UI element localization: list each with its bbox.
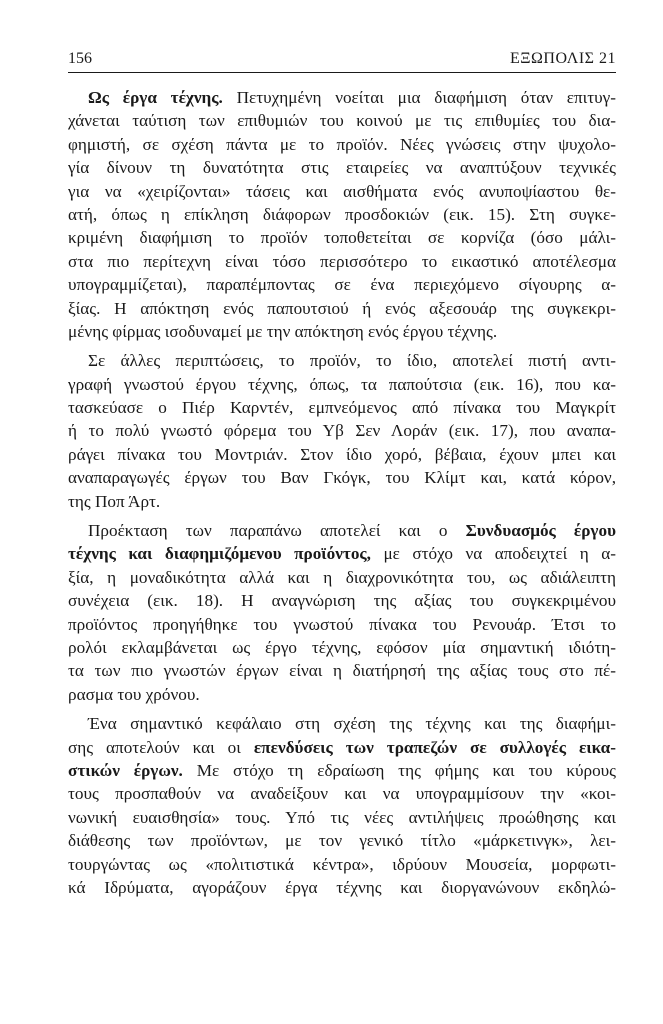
paragraph xyxy=(68,519,616,706)
body-text xyxy=(68,86,616,899)
text-line: διάθεσης των προϊόντων, με τον γενικό τίτλο «μάρκετινγκ», λει- xyxy=(68,831,616,851)
text-line: ξίας. Η απόκτηση ενός παπουτσιού ή ενός αξεσουάρ της συγκεκρι- xyxy=(68,298,616,318)
text-line xyxy=(68,86,616,109)
bold-phrase: Συνδυασμός έργου xyxy=(465,521,616,541)
text-line: γία δίνουν τη δυνατότητα στις εταιρείες να αναπτύξουν τεχνικές xyxy=(68,158,616,178)
text-line: τασκεύασε ο Πιέρ Καρντέν, εμπνεόμενος από πίνακα του Μαγκρίτ xyxy=(68,398,616,418)
line-text: Με στόχο τη εδραίωση της φήμης και του κύρους xyxy=(182,760,616,780)
text-line: για να «χειρίζονται» τάσεις και αισθήματα ενός ανυποψίαστου θε- xyxy=(68,181,616,201)
text-line xyxy=(68,519,616,542)
bold-phrase: επενδύσεις των τραπεζών σε συλλογές εικα- xyxy=(253,737,616,757)
text-line: υπογραμμίζεται), παραπέμποντας σε ένα περιεχόμενο σίγουρης α- xyxy=(68,275,616,295)
line-text: σης αποτελούν και οι xyxy=(68,737,254,757)
text-line: χάνεται ταύτιση των επιθυμιών του κοινού με τις επιθυμίες του δια- xyxy=(68,111,616,131)
text-line: τους προσπαθούν να αναδείξουν και να υπογραμμίσουν την «κοι- xyxy=(68,784,616,804)
line-text: Πετυχημένη νοείται μια διαφήμιση όταν επιτυγ- xyxy=(222,88,616,107)
text-line: τα των πιο γνωστών έργων είναι η διατήρησή της αξίας τους στο πέ- xyxy=(68,661,616,681)
paragraph xyxy=(68,86,616,343)
text-line: μένης φίρμας ισοδυναμεί με την απόκτηση ενός έργου τέχνης. xyxy=(68,321,498,341)
text-line: στα πιο περίτεχνη είναι τόσο περισσότερο το εικαστικό αποτέλεσμα xyxy=(68,251,616,271)
line-text: με στόχο να αποδειχτεί η α- xyxy=(370,544,616,564)
page-number: 156 xyxy=(68,50,92,67)
text-line: ρολόι εκλαμβάνεται ως έργο τέχνης, εφόσον μία σημαντική ιδιότη- xyxy=(68,637,616,657)
text-line: συνέχεια (εικ. 18). Η αναγνώριση της αξίας του συγκεκριμένου xyxy=(68,591,616,611)
text-line: ράγει πίνακα του Μοντριάν. Στον ίδιο χορό, βέβαια, έχουν μπει και xyxy=(68,444,616,464)
text-line: κριμένη διαφήμιση το προϊόν τοποθετείται σε κορνίζα (όσο μάλι- xyxy=(68,228,616,248)
text-line: γραφή γνωστού έργου τέχνης, όπως, τα παπούτσια (εικ. 16), που κα- xyxy=(68,374,616,394)
text-line xyxy=(68,542,616,565)
bold-phrase: Ως έργα τέχνης. xyxy=(88,88,223,107)
text-line: ατή, όπως η επίκληση διάφορων προσδοκιών (εικ. 15). Στη συγκε- xyxy=(68,204,616,224)
bold-phrase: τέχνης και διαφημιζόμενου προϊόντος, xyxy=(68,544,371,564)
page-header xyxy=(68,48,616,73)
text-line: Σε άλλες περιπτώσεις, το προϊόν, το ίδιο, αποτελεί πιστή αντι- xyxy=(88,351,616,371)
running-title: ΕΞΩΠΟΛΙΣ 21 xyxy=(509,50,616,67)
text-line: Ένα σημαντικό κεφάλαιο στη σχέση της τέχνης και της διαφήμι- xyxy=(88,714,616,734)
text-line: αναπαραγωγές έργων του Βαν Γκόγκ, του Κλίμτ και, κατά κόρον, xyxy=(68,468,616,488)
text-line: ξία, η μοναδικότητα αλλά και η διαχρονικότητα του, ως αδιάλειπτη xyxy=(68,567,616,587)
text-line xyxy=(68,759,616,782)
text-line: ή το πολύ γνωστό φόρεμα του Υβ Σεν Λοράν (εικ. 17), που αναπα- xyxy=(68,421,616,441)
text-line: προϊόντος προηγήθηκε του γνωστού πίνακα του Ρενουάρ. Έτσι το xyxy=(68,614,616,634)
paragraph xyxy=(68,349,616,513)
text-line: φημιστή, σε σχέση πάντα με το προϊόν. Νέες γνώσεις στην ψυχολο- xyxy=(68,134,616,154)
bold-phrase: στικών έργων. xyxy=(68,760,183,780)
paragraph xyxy=(68,712,616,899)
text-line: κά Ιδρύματα, αγοράζουν έργα τέχνης και διοργανώνουν εκδηλώ- xyxy=(68,877,616,897)
line-text: Προέκταση των παραπάνω αποτελεί και ο xyxy=(88,521,466,541)
text-line xyxy=(68,736,616,759)
text-line: τουργώντας ως «πολιτιστικά κέντρα», ιδρύουν Μουσεία, μορφωτι- xyxy=(68,854,616,874)
text-line: της Ποπ Άρτ. xyxy=(68,491,161,511)
text-line: νωνική ευαισθησία» τους. Υπό τις νέες αντιλήψεις προώθησης και xyxy=(68,807,616,827)
text-line: ρασμα του χρόνου. xyxy=(68,684,200,704)
